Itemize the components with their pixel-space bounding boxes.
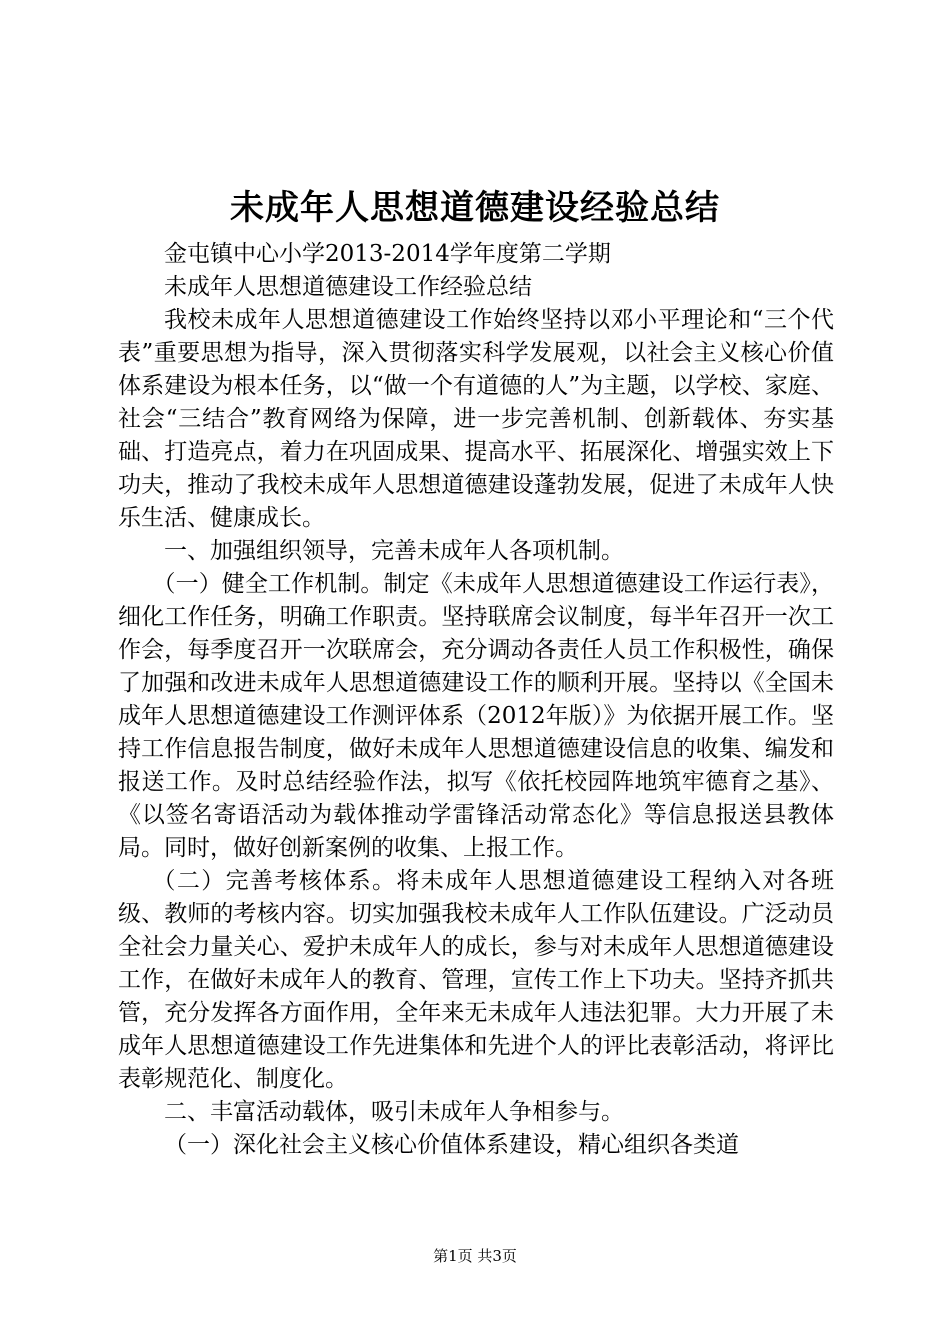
school-term-line: 金屯镇中心小学2013-2014学年度第二学期 <box>164 241 611 267</box>
section-heading-2: 二、丰富活动载体，吸引未成年人争相参与。 <box>164 1099 624 1125</box>
section-1-item-1: （一）健全工作机制。制定《未成年人思想道德建设工作运行表》，细化工作任务，明确工作职责。坚持联席会议制度，每半年召开一次工作会，每季度召开一次联席会，充分调动各责任人员工作积极性，确保了加强和改进未成年人思想道德建设工作的顺利开展。坚持以《全国未成年人思想道德建设工作测评体系（2012年版）》为依据开展工作。坚持工作信息报告制度，做好未成年人思想道德建设信息的收集、编发和报送工作。及时总结经验作法，拟写《依托校园阵地筑牢德育之基》、《以签名寄语活动为载体推动学雷锋活动常态化》等信息报送县教体局。同时，做好创新案例的收集、上报工作。 <box>118 571 834 861</box>
intro-paragraph: 我校未成年人思想道德建设工作始终坚持以邓小平理论和“三个代表”重要思想为指导，深入贯彻落实科学发展观，以社会主义核心价值体系建设为根本任务，以“做一个有道德的人”为主题，以学校、家庭、社会“三结合”教育网络为保障，进一步完善机制、创新载体、夯实基础、打造亮点，着力在巩固成果、提高水平、拓展深化、增强实效上下功夫，推动了我校未成年人思想道德建设蓬勃发展，促进了未成年人快乐生活、健康成长。 <box>118 307 834 531</box>
document-title: 未成年人思想道德建设经验总结 <box>230 188 720 228</box>
section-2-item-1: （一）深化社会主义核心价值体系建设，精心组织各类道 <box>164 1132 739 1158</box>
subtitle-line: 未成年人思想道德建设工作经验总结 <box>164 274 532 300</box>
section-heading-1: 一、加强组织领导，完善未成年人各项机制。 <box>164 538 624 564</box>
document-body <box>118 238 834 1162</box>
section-1-item-2: （二）完善考核体系。将未成年人思想道德建设工程纳入对各班级、教师的考核内容。切实加强我校未成年人工作队伍建设。广泛动员全社会力量关心、爱护未成年人的成长，参与对未成年人思想道德建设工作，在做好未成年人的教育、管理，宣传工作上下功夫。坚持齐抓共管，充分发挥各方面作用，全年来无未成年人违法犯罪。大力开展了未成年人思想道德建设工作先进集体和先进个人的评比表彰活动，将评比表彰规范化、制度化。 <box>118 868 834 1092</box>
page-footer: 第1页 共3页 <box>433 1247 517 1265</box>
